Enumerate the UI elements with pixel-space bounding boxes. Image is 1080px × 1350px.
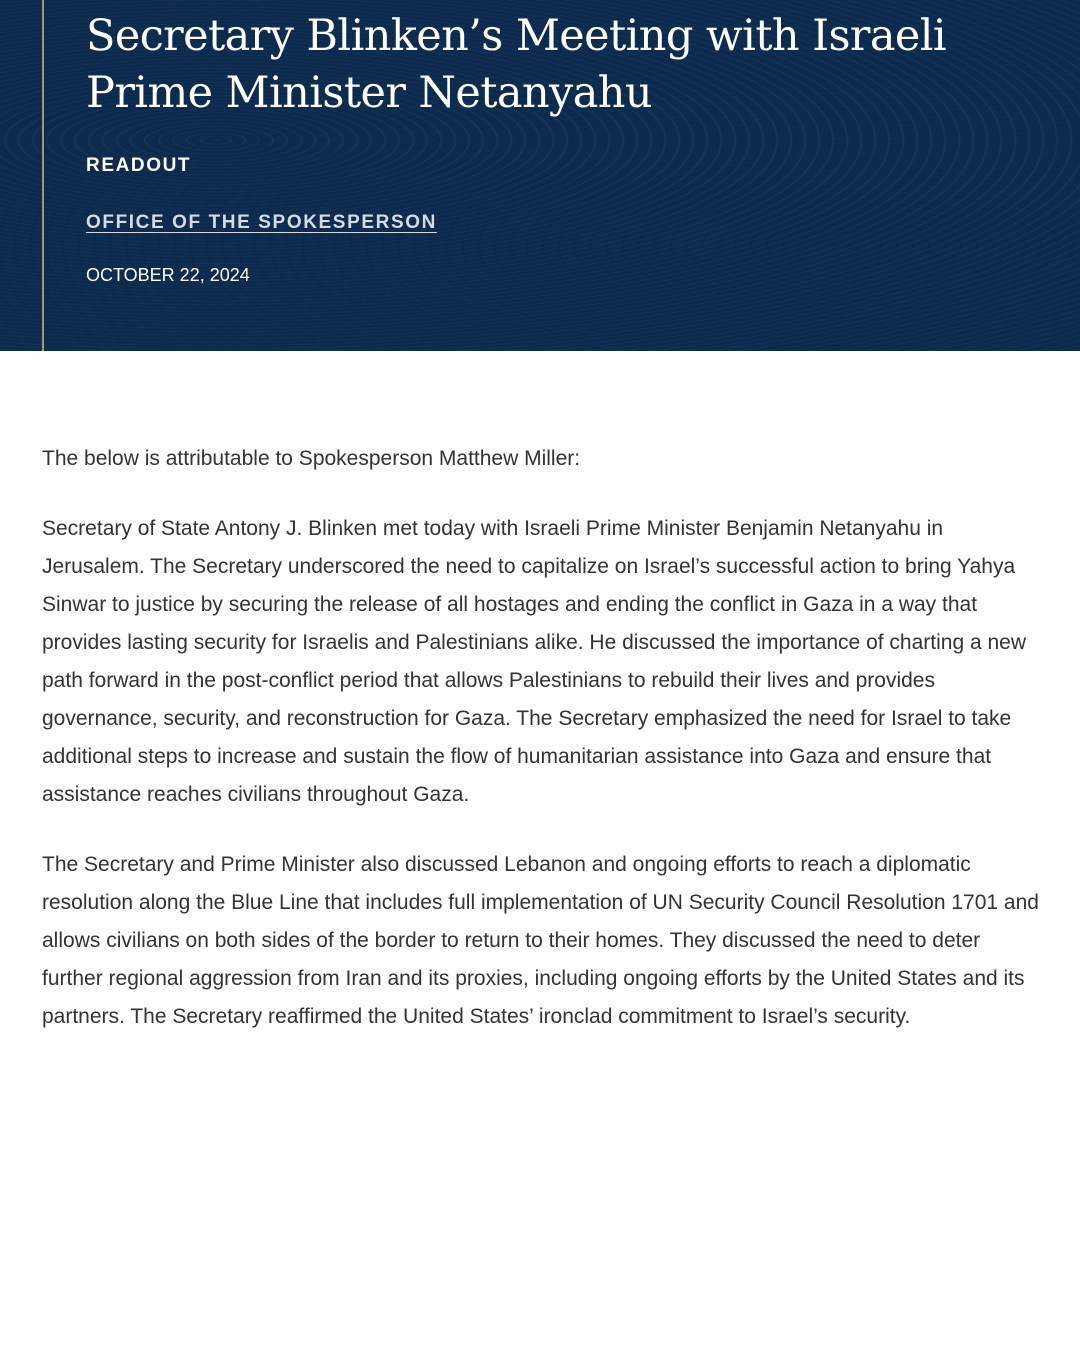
page-header — [0, 0, 1080, 351]
publish-date: OCTOBER 22, 2024 — [86, 265, 250, 285]
header-accent-rule — [42, 0, 44, 351]
body-paragraph: The Secretary and Prime Minister also discussed Lebanon and ongoing efforts to reach a diplomatic resolution along the Blue Line that includes full implementation of UN Security Council Resolution 1701 and allows civilians on both sides of the border to return to their homes. They discussed the need to deter further regional aggression from Iran and its proxies, including ongoing efforts by the United States and its partners. The Secretary reaffirmed the United States’ ironclad commitment to Israel’s security. — [42, 853, 1039, 1028]
body-paragraph: Secretary of State Antony J. Blinken met today with Israeli Prime Minister Benjamin Netanyahu in Jerusalem. The Secretary underscored the need to capitalize on Israel’s successful action to bring Yahya Sinwar to justice by securing the release of all hostages and ending the conflict in Gaza in a way that provides lasting security for Israelis and Palestinians alike. He discussed the importance of charting a new path forward in the post-conflict period that allows Palestinians to rebuild their lives and provides governance, security, and reconstruction for Gaza. The Secretary emphasized the need for Israel to take additional steps to increase and sustain the flow of humanitarian assistance into Gaza and ensure that assistance reaches civilians throughout Gaza. — [42, 517, 1026, 806]
office-link[interactable]: OFFICE OF THE SPOKESPERSON — [86, 212, 437, 233]
article-type-label: READOUT — [86, 155, 192, 176]
page-title: Secretary Blinken’s Meeting with Israeli Prime Minister Netanyahu — [86, 11, 947, 118]
article-body — [42, 440, 1042, 1068]
attribution-paragraph: The below is attributable to Spokesperson Matthew Miller: — [42, 447, 581, 470]
